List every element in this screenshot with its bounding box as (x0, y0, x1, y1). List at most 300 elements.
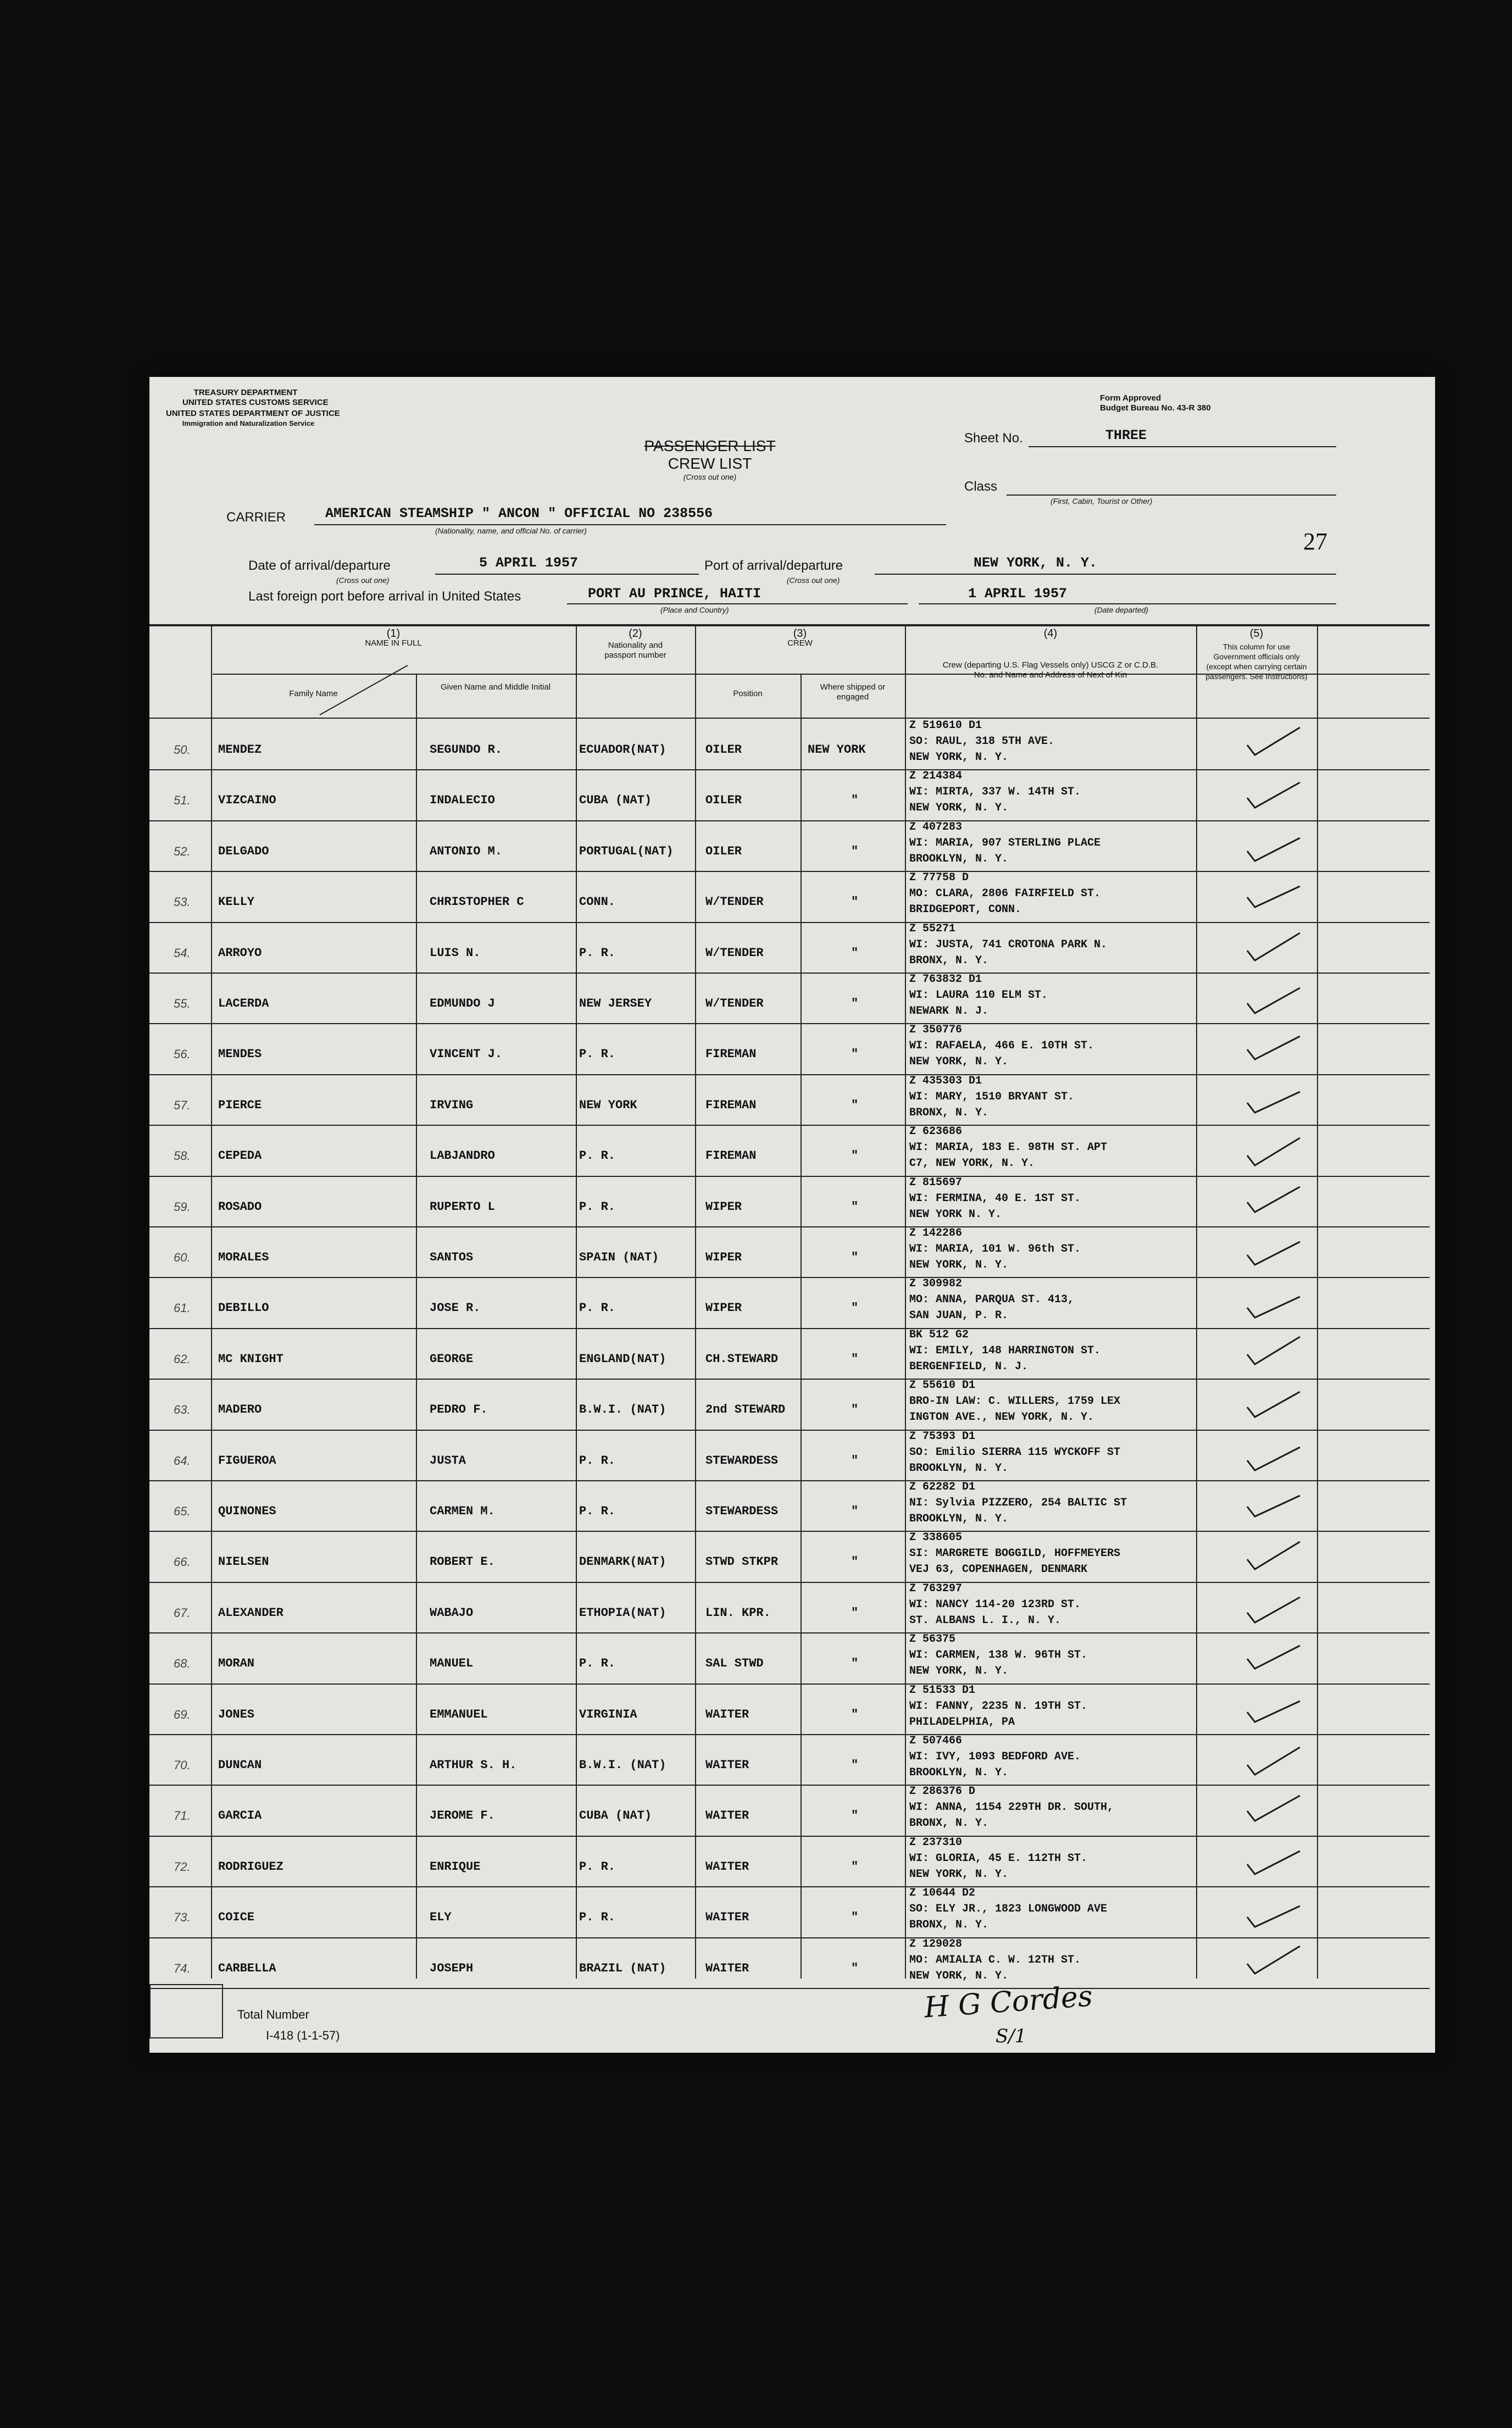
check-mark-icon (1243, 1743, 1303, 1781)
where-shipped: " (851, 1859, 859, 1874)
col5-title: This column for use Government officials only (except when carrying certain passengers. See Instructions) (1205, 642, 1308, 681)
kin-line-3: BRONX, N. Y. (909, 1106, 989, 1119)
col1-given-head: Given Name and Middle Initial (440, 682, 551, 692)
kin-line-2: SO: Emilio SIERRA 115 WYCKOFF ST (909, 1446, 1121, 1459)
nationality: P. R. (579, 1047, 616, 1062)
last-port-label: Last foreign port before arrival in United States (248, 589, 521, 604)
kin-line-2: WI: GLORIA, 45 E. 112TH ST. (909, 1852, 1088, 1865)
col3-where-head: Where shipped or engaged (820, 682, 886, 702)
next-of-kin (909, 1225, 1081, 1273)
table-row (149, 1531, 1430, 1582)
agency-justice (166, 409, 340, 429)
row-number: 68. (174, 1657, 191, 1671)
col2-head (576, 629, 695, 660)
nationality: CUBA (NAT) (579, 793, 652, 808)
given-name: LABJANDRO (430, 1149, 495, 1163)
table-row (149, 1684, 1430, 1735)
kin-line-2: WI: NANCY 114-20 123RD ST. (909, 1598, 1081, 1611)
table-row (149, 769, 1430, 820)
kin-line-3: SAN JUAN, P. R. (909, 1309, 1009, 1323)
position: WAITER (705, 1961, 749, 1975)
where-shipped: NEW YORK (808, 743, 866, 757)
kin-line-3: NEW YORK N. Y. (909, 1208, 1002, 1221)
nationality: CONN. (579, 895, 616, 909)
kin-line-3: BERGENFIELD, N. J. (909, 1360, 1029, 1373)
given-name: ELY (430, 1910, 452, 1925)
next-of-kin (909, 870, 1100, 918)
nationality: P. R. (579, 1301, 616, 1315)
position: 2nd STEWARD (705, 1403, 786, 1417)
where-shipped: " (851, 1555, 859, 1569)
position: FIREMAN (705, 1047, 757, 1062)
kin-line-3: BRIDGEPORT, CONN. (909, 903, 1022, 916)
where-shipped: " (851, 1047, 859, 1062)
col2-number: (2) (629, 627, 642, 640)
position: FIREMAN (705, 1098, 757, 1112)
kin-line-1: Z 56375 (909, 1633, 956, 1646)
kin-line-2: MO: CLARA, 2806 FAIRFIELD ST. (909, 887, 1101, 901)
check-mark-icon (1243, 1233, 1303, 1271)
next-of-kin (909, 1327, 1100, 1375)
table-row (149, 1430, 1430, 1481)
place-note: (Place and Country) (660, 605, 729, 614)
kin-line-2: BRO-IN LAW: C. WILLERS, 1759 LEX (909, 1395, 1121, 1408)
family-name: GARCIA (218, 1809, 262, 1823)
given-name: LUIS N. (430, 946, 481, 960)
where-shipped: " (851, 1251, 859, 1264)
family-name: DELGADO (218, 844, 269, 858)
table-row (149, 820, 1430, 871)
where-shipped: " (851, 1961, 859, 1975)
arrival-date-line (435, 574, 699, 575)
table-row (149, 1582, 1430, 1633)
kin-line-3: VEJ 63, COPENHAGEN, DENMARK (909, 1563, 1088, 1576)
family-name: VIZCAINO (218, 793, 276, 808)
table-row (149, 922, 1430, 973)
signature: H G Cordes (923, 1980, 1094, 2025)
family-name: MORAN (218, 1657, 255, 1671)
check-mark-icon (1243, 776, 1303, 814)
row-number: 71. (174, 1809, 191, 1823)
kin-line-3: C7, NEW YORK, N. Y. (909, 1157, 1035, 1170)
col1-head (211, 629, 576, 648)
nationality: B.W.I. (NAT) (579, 1758, 666, 1772)
nationality: P. R. (579, 1149, 616, 1163)
check-mark-icon (1243, 1690, 1303, 1729)
family-name: ARROYO (218, 946, 262, 960)
check-mark-icon (1243, 1637, 1303, 1675)
agency-treasury (182, 388, 329, 408)
check-mark-icon (1243, 1485, 1303, 1523)
sheet-label: Sheet No. (964, 431, 1023, 446)
position: WIPER (705, 1199, 742, 1214)
header-slash (314, 663, 413, 718)
next-of-kin (909, 1835, 1087, 1882)
kin-line-2: WI: MARY, 1510 BRYANT ST. (909, 1090, 1075, 1103)
family-name: RODRIGUEZ (218, 1859, 284, 1874)
table-top-rule (149, 624, 1430, 626)
kin-line-2: WI: JUSTA, 741 CROTONA PARK N. (909, 938, 1108, 951)
total-number-label: Total Number (237, 2008, 309, 2021)
where-shipped: " (851, 1098, 859, 1112)
where-shipped: " (851, 1352, 859, 1366)
kin-line-2: WI: MARIA, 907 STERLING PLACE (909, 836, 1101, 849)
family-name: ALEXANDER (218, 1605, 284, 1620)
given-name: IRVING (430, 1098, 474, 1112)
given-name: RUPERTO L (430, 1199, 495, 1214)
departed-line (919, 603, 1336, 604)
crew-list-sheet (149, 377, 1435, 2053)
kin-line-1: Z 763297 (909, 1582, 963, 1595)
given-name: VINCENT J. (430, 1047, 503, 1062)
nationality: ENGLAND(NAT) (579, 1352, 666, 1366)
position: FIREMAN (705, 1149, 757, 1163)
agency-line-2: UNITED STATES CUSTOMS SERVICE (182, 398, 329, 407)
position: LIN. KPR. (705, 1605, 771, 1620)
nationality: P. R. (579, 946, 616, 960)
kin-line-3: NEW YORK, N. Y. (909, 1868, 1009, 1881)
next-of-kin (909, 1530, 1120, 1577)
check-mark-icon (1243, 1385, 1303, 1424)
where-shipped: " (851, 1403, 859, 1417)
nationality: P. R. (579, 1859, 616, 1874)
next-of-kin (909, 921, 1107, 969)
given-name: JOSEPH (430, 1961, 474, 1975)
kin-line-1: Z 62282 D1 (909, 1481, 976, 1493)
given-name: ARTHUR S. H. (430, 1758, 517, 1772)
nationality: DENMARK(NAT) (579, 1555, 666, 1569)
family-name: COICE (218, 1910, 255, 1925)
next-of-kin (909, 1581, 1081, 1629)
kin-line-1: Z 129028 (909, 1937, 963, 1951)
next-of-kin (909, 819, 1100, 867)
kin-line-2: SO: ELY JR., 1823 LONGWOOD AVE (909, 1903, 1108, 1916)
position: WAITER (705, 1859, 749, 1874)
col4-title: Crew (departing U.S. Flag Vessels only) USCG Z or C.D.B. No. and Name and Address of Next of Kin (942, 660, 1159, 680)
arrival-date-label: Date of arrival/departure (248, 558, 391, 573)
check-mark-icon (1243, 929, 1303, 967)
kin-line-3: NEW YORK, N. Y. (909, 1665, 1009, 1678)
where-shipped: " (851, 1301, 859, 1315)
nationality: VIRGINIA (579, 1707, 637, 1721)
given-name: ENRIQUE (430, 1859, 481, 1874)
next-of-kin (909, 1682, 1087, 1730)
where-shipped: " (851, 1910, 859, 1925)
check-mark-icon (1243, 1286, 1303, 1324)
table-row (149, 719, 1430, 770)
kin-line-1: Z 435303 D1 (909, 1074, 982, 1087)
kin-line-1: Z 55610 D1 (909, 1379, 976, 1392)
table-row (149, 871, 1430, 922)
next-of-kin (909, 768, 1081, 816)
row-number: 74. (174, 1961, 191, 1975)
given-name: EDMUNDO J (430, 997, 495, 1010)
next-of-kin (909, 1631, 1087, 1679)
family-name: JONES (218, 1707, 255, 1721)
given-name: EMMANUEL (430, 1707, 488, 1721)
where-shipped: " (851, 1657, 859, 1671)
position: WIPER (705, 1301, 742, 1315)
nationality: B.W.I. (NAT) (579, 1403, 666, 1417)
next-of-kin (909, 1377, 1120, 1425)
kin-line-1: Z 75393 D1 (909, 1430, 976, 1443)
table-row (149, 1023, 1430, 1074)
check-mark-icon (1243, 829, 1303, 868)
check-mark-icon (1243, 723, 1303, 762)
kin-line-3: INGTON AVE., NEW YORK, N. Y. (909, 1411, 1094, 1424)
table-row (149, 1328, 1430, 1379)
row-number: 57. (174, 1098, 191, 1112)
family-name: MENDES (218, 1047, 262, 1062)
where-shipped: " (851, 997, 859, 1010)
check-mark-icon (1243, 981, 1303, 1020)
given-name: GEORGE (430, 1352, 474, 1366)
kin-line-2: WI: MARIA, 183 E. 98TH ST. APT (909, 1141, 1108, 1154)
kin-line-3: NEW YORK, N. Y. (909, 1055, 1009, 1069)
port-value: NEW YORK, N. Y. (974, 555, 1098, 571)
given-name: ANTONIO M. (430, 844, 503, 858)
form-approved: Form Approved (1100, 393, 1161, 403)
check-mark-icon (1243, 1081, 1303, 1119)
table-row (149, 1125, 1430, 1176)
cross-out-note: (Cross out one) (683, 473, 737, 481)
kin-line-2: MO: ANNA, PARQUA ST. 413, (909, 1293, 1075, 1307)
row-number: 66. (174, 1555, 191, 1569)
position: W/TENDER (705, 946, 764, 960)
kin-line-2: NI: Sylvia PIZZERO, 254 BALTIC ST (909, 1497, 1127, 1509)
where-shipped: " (851, 793, 859, 808)
kin-line-3: BRONX, N. Y. (909, 954, 989, 967)
position: WAITER (705, 1758, 749, 1772)
kin-line-1: BK 512 G2 (909, 1328, 969, 1341)
where-shipped: " (851, 1149, 859, 1163)
kin-line-1: Z 51533 D1 (909, 1684, 976, 1697)
last-port-value: PORT AU PRINCE, HAITI (588, 586, 761, 602)
kin-line-2: SO: RAUL, 318 5TH AVE. (909, 735, 1055, 748)
sheet-value: THREE (1105, 427, 1147, 443)
family-name: PIERCE (218, 1098, 262, 1112)
page-number: 27 (1303, 528, 1327, 555)
position: CH.STEWARD (705, 1352, 779, 1366)
table-row (149, 1836, 1430, 1887)
given-name: JUSTA (430, 1453, 466, 1468)
port-line (875, 574, 1336, 575)
position: SAL STWD (705, 1657, 764, 1671)
position: STEWARDESS (705, 1453, 779, 1468)
kin-line-2: WI: MIRTA, 337 W. 14TH ST. (909, 786, 1081, 799)
kin-line-1: Z 286376 D (909, 1785, 976, 1798)
family-name: CEPEDA (218, 1149, 262, 1163)
kin-line-2: WI: ANNA, 1154 229TH DR. SOUTH, (909, 1801, 1114, 1814)
kin-line-3: BRONX, N. Y. (909, 1817, 989, 1830)
row-number: 63. (174, 1403, 191, 1417)
crew-table (149, 624, 1435, 1982)
sheet-line (1029, 446, 1336, 447)
class-line (1007, 495, 1336, 496)
given-name: JEROME F. (430, 1809, 495, 1823)
kin-line-3: BROOKLYN, N. Y. (909, 1766, 1009, 1779)
signature-initials: S/1 (996, 2025, 1027, 2047)
next-of-kin (909, 1784, 1114, 1831)
row-number: 50. (174, 743, 191, 757)
given-name: WABAJO (430, 1605, 474, 1620)
row-number: 58. (174, 1149, 191, 1163)
position: WIPER (705, 1251, 742, 1264)
family-name: MADERO (218, 1403, 262, 1417)
row-rule (149, 1988, 1430, 1989)
check-mark-icon (1243, 875, 1303, 914)
family-name: NIELSEN (218, 1555, 269, 1569)
family-name: LACERDA (218, 997, 269, 1010)
family-name: ROSADO (218, 1199, 262, 1214)
check-mark-icon (1243, 1027, 1303, 1066)
title-block (627, 437, 792, 481)
kin-line-2: WI: LAURA 110 ELM ST. (909, 989, 1048, 1002)
nationality: SPAIN (NAT) (579, 1251, 659, 1264)
kin-line-1: Z 338605 (909, 1531, 963, 1544)
row-number: 53. (174, 895, 191, 909)
check-mark-icon (1243, 1789, 1303, 1827)
port-cross-note: (Cross out one) (787, 576, 840, 585)
agency-line-3: UNITED STATES DEPARTMENT OF JUSTICE (166, 409, 340, 418)
position: WAITER (705, 1910, 749, 1925)
row-number: 69. (174, 1707, 191, 1721)
agency-line-4: Immigration and Naturalization Service (182, 419, 315, 427)
table-row (149, 1886, 1430, 1937)
next-of-kin (909, 1936, 1081, 1984)
kin-line-1: Z 763832 D1 (909, 973, 982, 986)
where-shipped: " (851, 946, 859, 960)
family-name: MC KNIGHT (218, 1352, 284, 1366)
position: STWD STKPR (705, 1555, 779, 1569)
given-name: CARMEN M. (430, 1504, 495, 1518)
check-mark-icon (1243, 1942, 1303, 1980)
carrier-note: (Nationality, name, and official No. of carrier) (435, 526, 587, 535)
col1-number: (1) (386, 627, 401, 640)
kin-line-3: BROOKLYN, N. Y. (909, 1462, 1009, 1475)
row-number: 61. (174, 1301, 191, 1315)
where-shipped: " (851, 1758, 859, 1772)
kin-line-1: Z 10644 D2 (909, 1887, 976, 1900)
kin-line-2: MO: AMIALIA C. W. 12TH ST. (909, 1953, 1081, 1966)
where-shipped: " (851, 1605, 859, 1620)
given-name: CHRISTOPHER C (430, 895, 524, 909)
row-number: 72. (174, 1859, 191, 1874)
col1-title: NAME IN FULL (365, 638, 422, 648)
kin-line-1: Z 350776 (909, 1024, 963, 1037)
departed-note: (Date departed) (1094, 605, 1149, 614)
next-of-kin (909, 1175, 1081, 1223)
class-label: Class (964, 479, 998, 494)
col5-head (1196, 629, 1317, 681)
check-mark-icon (1243, 1134, 1303, 1172)
total-number-box[interactable] (149, 1984, 223, 2038)
family-name: FIGUEROA (218, 1453, 276, 1468)
given-name: JOSE R. (430, 1301, 481, 1315)
position: WAITER (705, 1809, 749, 1823)
arrival-date-value: 5 APRIL 1957 (479, 555, 579, 571)
check-mark-icon (1243, 1842, 1303, 1881)
nationality: PORTUGAL(NAT) (579, 844, 674, 858)
last-port-line (567, 603, 908, 604)
position: OILER (705, 743, 742, 757)
kin-line-1: Z 142286 (909, 1227, 963, 1240)
kin-line-1: Z 519610 D1 (909, 719, 982, 732)
kin-line-1: Z 214384 (909, 770, 963, 783)
check-mark-icon (1243, 1180, 1303, 1219)
family-name: MORALES (218, 1251, 269, 1264)
kin-line-1: Z 623686 (909, 1125, 963, 1138)
where-shipped: " (851, 1504, 859, 1518)
position: W/TENDER (705, 997, 764, 1010)
budget-bureau: Budget Bureau No. 43-R 380 (1100, 403, 1211, 413)
next-of-kin (909, 1733, 1081, 1781)
row-number: 73. (174, 1910, 191, 1925)
title-passenger-list: PASSENGER LIST (644, 437, 776, 454)
kin-line-1: Z 407283 (909, 820, 963, 834)
col4-head (905, 629, 1196, 680)
kin-line-3: ST. ALBANS L. I., N. Y. (909, 1614, 1061, 1627)
row-number: 54. (174, 946, 191, 960)
next-of-kin (909, 1479, 1127, 1527)
where-shipped: " (851, 844, 859, 858)
row-number: 64. (174, 1453, 191, 1468)
col3-position-head: Position (733, 689, 763, 698)
given-name: ROBERT E. (430, 1555, 495, 1569)
kin-line-3: BROOKLYN, N. Y. (909, 852, 1009, 865)
col4-number: (4) (1043, 627, 1058, 640)
next-of-kin (909, 971, 1048, 1019)
position: STEWARDESS (705, 1504, 779, 1518)
row-number: 56. (174, 1047, 191, 1062)
check-mark-icon (1243, 1332, 1303, 1371)
kin-line-3: BROOKLYN, N. Y. (909, 1513, 1009, 1525)
row-number: 62. (174, 1352, 191, 1366)
family-name: DEBILLO (218, 1301, 269, 1315)
table-row (149, 1074, 1430, 1125)
port-label: Port of arrival/departure (704, 558, 843, 573)
family-name: QUINONES (218, 1504, 276, 1518)
position: OILER (705, 844, 742, 858)
nationality: P. R. (579, 1657, 616, 1671)
given-name: PEDRO F. (430, 1403, 488, 1417)
table-row (149, 1277, 1430, 1328)
nationality: P. R. (579, 1453, 616, 1468)
next-of-kin (909, 1022, 1094, 1070)
check-mark-icon (1243, 1438, 1303, 1477)
departed-value: 1 APRIL 1957 (968, 586, 1068, 602)
where-shipped: " (851, 1453, 859, 1468)
kin-line-1: Z 77758 D (909, 871, 969, 885)
row-number: 65. (174, 1504, 191, 1518)
row-number: 67. (174, 1605, 191, 1620)
given-name: SEGUNDO R. (430, 743, 503, 757)
nationality: NEW YORK (579, 1098, 637, 1112)
given-name: INDALECIO (430, 793, 495, 808)
next-of-kin (909, 1276, 1074, 1324)
table-row (149, 1226, 1430, 1277)
kin-line-1: Z 309982 (909, 1277, 963, 1291)
kin-line-2: WI: FANNY, 2235 N. 19TH ST. (909, 1699, 1088, 1713)
row-number: 51. (174, 793, 191, 808)
nationality: ETHOPIA(NAT) (579, 1605, 666, 1620)
kin-line-2: SI: MARGRETE BOGGILD, HOFFMEYERS (909, 1547, 1121, 1560)
kin-line-3: NEW YORK, N. Y. (909, 1969, 1009, 1982)
table-row (149, 1176, 1430, 1227)
row-number: 55. (174, 997, 191, 1010)
check-mark-icon (1243, 1537, 1303, 1576)
table-row (149, 1785, 1430, 1836)
